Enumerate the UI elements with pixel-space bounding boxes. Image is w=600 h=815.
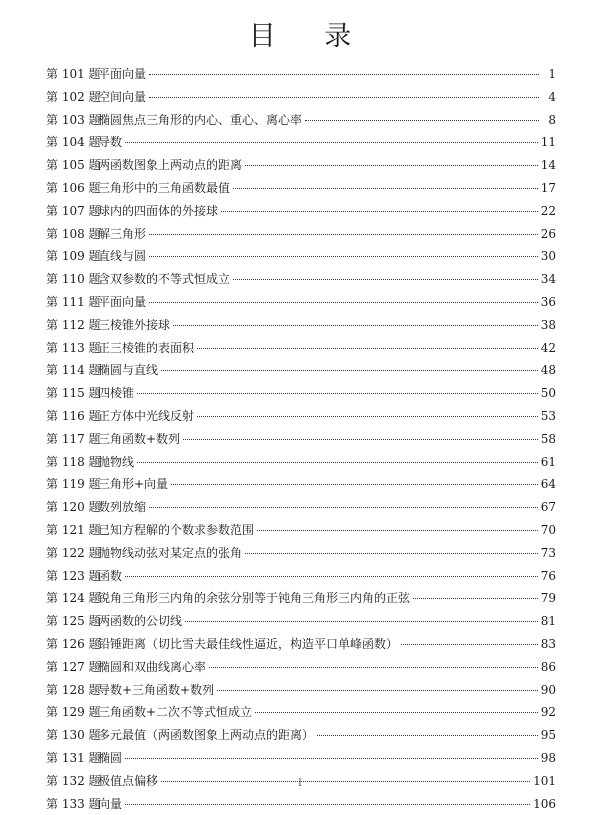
- toc-entry-title: 三角函数+数列: [98, 428, 180, 451]
- toc-entry: [46, 109, 556, 132]
- toc-dot-leader: [125, 142, 538, 143]
- toc-entry-title: 已知方程解的个数求参数范围: [98, 519, 254, 542]
- toc-entry-number: 第 132 题: [46, 770, 98, 793]
- toc-entry: [46, 314, 556, 337]
- toc-entry-number: 第 105 题: [46, 154, 98, 177]
- toc-dot-leader: [149, 507, 538, 508]
- toc-entry: [46, 793, 556, 815]
- toc-entry-title: 函数: [98, 565, 122, 588]
- toc-dot-leader: [137, 393, 538, 394]
- toc-entry-title: 椭圆焦点三角形的内心、重心、离心率: [98, 109, 302, 132]
- toc-entry-number: 第 102 题: [46, 86, 98, 109]
- toc-entry-number: 第 112 题: [46, 314, 98, 337]
- toc-entry: [46, 542, 556, 565]
- toc-entry-number: 第 120 题: [46, 496, 98, 519]
- toc-entry-title: 椭圆和双曲线离心率: [98, 656, 206, 679]
- toc-entry-page: 64: [541, 473, 556, 496]
- toc-dot-leader: [245, 553, 538, 554]
- toc-entry-title: 数列放缩: [98, 496, 146, 519]
- toc-entry-page: 38: [541, 314, 556, 337]
- toc-entry: [46, 565, 556, 588]
- toc-dot-leader: [149, 256, 538, 257]
- toc-entry-title: 导数: [98, 131, 122, 154]
- toc-entry-number: 第 126 题: [46, 633, 98, 656]
- toc-entry: [46, 451, 556, 474]
- toc-entry-page: 8: [542, 109, 556, 132]
- toc-dot-leader: [149, 97, 539, 98]
- toc-dot-leader: [233, 279, 538, 280]
- toc-entry-number: 第 121 题: [46, 519, 98, 542]
- toc-entry-page: 11: [541, 131, 556, 154]
- toc-entry-title: 两函数的公切线: [98, 610, 182, 633]
- toc-entry: [46, 359, 556, 382]
- toc-entry-number: 第 119 题: [46, 473, 98, 496]
- toc-entry-page: 53: [541, 405, 556, 428]
- toc-entry-number: 第 114 题: [46, 359, 98, 382]
- toc-entry-page: 86: [541, 656, 556, 679]
- toc-entry-page: 73: [541, 542, 556, 565]
- toc-dot-leader: [161, 370, 538, 371]
- toc-entry-page: 22: [541, 200, 556, 223]
- toc-entry-page: 17: [541, 177, 556, 200]
- toc-entry-number: 第 130 题: [46, 724, 98, 747]
- toc-dot-leader: [245, 165, 538, 166]
- toc-entry: [46, 291, 556, 314]
- toc-entry: [46, 245, 556, 268]
- toc-dot-leader: [209, 667, 538, 668]
- toc-entry: [46, 724, 556, 747]
- toc-entry-page: 67: [541, 496, 556, 519]
- toc-entry-title: 抛物线: [98, 451, 134, 474]
- toc-dot-leader: [171, 484, 538, 485]
- toc-entry-title: 极值点偏移: [98, 770, 158, 793]
- toc-entry-number: 第 117 题: [46, 428, 98, 451]
- toc-entry-page: 92: [541, 701, 556, 724]
- toc-entry-title: 含双参数的不等式恒成立: [98, 268, 230, 291]
- toc-entry: [46, 428, 556, 451]
- toc-entry: [46, 200, 556, 223]
- toc-entry-number: 第 128 题: [46, 679, 98, 702]
- toc-entry-title: 两函数图象上两动点的距离: [98, 154, 242, 177]
- toc-entry-number: 第 116 题: [46, 405, 98, 428]
- toc-entry: [46, 701, 556, 724]
- toc-dot-leader: [413, 598, 538, 599]
- toc-entry-number: 第 133 题: [46, 793, 98, 815]
- toc-dot-leader: [149, 234, 538, 235]
- toc-entry: [46, 337, 556, 360]
- toc-dot-leader: [217, 690, 538, 691]
- toc-entry-number: 第 106 题: [46, 177, 98, 200]
- toc-dot-leader: [125, 804, 530, 805]
- toc-entry-number: 第 122 题: [46, 542, 98, 565]
- toc-entry-title: 三角形+向量: [98, 473, 168, 496]
- toc-entry-page: 58: [541, 428, 556, 451]
- toc-entry-page: 34: [541, 268, 556, 291]
- toc-dot-leader: [149, 302, 538, 303]
- toc-entry-number: 第 131 题: [46, 747, 98, 770]
- toc-entry: [46, 223, 556, 246]
- toc-entry-title: 三角函数+二次不等式恒成立: [98, 701, 252, 724]
- toc-entry: [46, 610, 556, 633]
- page-title: 目 录: [0, 14, 600, 53]
- toc-entry-title: 椭圆: [98, 747, 122, 770]
- page-number: I: [0, 778, 600, 789]
- toc-entry: [46, 633, 556, 656]
- toc-entry-number: 第 125 题: [46, 610, 98, 633]
- toc-entry-number: 第 124 题: [46, 587, 98, 610]
- toc-entry-title: 解三角形: [98, 223, 146, 246]
- toc-entry-page: 14: [541, 154, 556, 177]
- toc-entry: [46, 747, 556, 770]
- toc-entry-number: 第 129 题: [46, 701, 98, 724]
- toc-entry-number: 第 103 题: [46, 109, 98, 132]
- toc-entry-page: 79: [541, 587, 556, 610]
- toc-entry-page: 1: [542, 63, 556, 86]
- toc-entry-page: 30: [541, 245, 556, 268]
- toc-entry-title: 向量: [98, 793, 122, 815]
- toc-entry-page: 90: [541, 679, 556, 702]
- toc-entry: [46, 154, 556, 177]
- toc-entry-title: 椭圆与直线: [98, 359, 158, 382]
- toc-entry: [46, 177, 556, 200]
- toc-entry-title: 平面向量: [98, 63, 146, 86]
- toc-entry: [46, 679, 556, 702]
- toc-entry: [46, 519, 556, 542]
- toc-dot-leader: [197, 416, 538, 417]
- toc-dot-leader: [183, 439, 538, 440]
- toc-entry-page: 106: [533, 793, 556, 815]
- toc-entry-number: 第 118 题: [46, 451, 98, 474]
- toc-dot-leader: [233, 188, 538, 189]
- toc-entry: [46, 496, 556, 519]
- toc-entry-title: 空间向量: [98, 86, 146, 109]
- toc-dot-leader: [317, 735, 538, 736]
- toc-dot-leader: [125, 576, 538, 577]
- toc-entry-page: 42: [541, 337, 556, 360]
- toc-entry-page: 50: [541, 382, 556, 405]
- toc-entry-title: 锐角三角形三内角的余弦分别等于钝角三角形三内角的正弦: [98, 587, 410, 610]
- toc-entry-number: 第 113 题: [46, 337, 98, 360]
- toc-dot-leader: [305, 120, 539, 121]
- toc-entry-number: 第 123 题: [46, 565, 98, 588]
- toc-entry-number: 第 111 题: [46, 291, 98, 314]
- toc-entry-title: 多元最值（两函数图象上两动点的距离）: [98, 724, 314, 747]
- toc-entry-page: 98: [541, 747, 556, 770]
- toc-entry-title: 直线与圆: [98, 245, 146, 268]
- toc-entry-title: 三角形中的三角函数最值: [98, 177, 230, 200]
- toc-entry-title: 平面向量: [98, 291, 146, 314]
- toc-entry-page: 70: [541, 519, 556, 542]
- toc-dot-leader: [401, 644, 538, 645]
- toc-entry: [46, 473, 556, 496]
- toc-dot-leader: [221, 211, 538, 212]
- toc-entry: [46, 131, 556, 154]
- toc-entry-number: 第 101 题: [46, 63, 98, 86]
- toc-entry-number: 第 115 题: [46, 382, 98, 405]
- toc-entry-title: 铅锤距离（切比雪夫最佳线性逼近，构造平口单峰函数）: [98, 633, 398, 656]
- toc-dot-leader: [185, 621, 538, 622]
- toc-entry: [46, 382, 556, 405]
- toc-entry-page: 36: [541, 291, 556, 314]
- toc-entry-page: 83: [541, 633, 556, 656]
- toc-entry-title: 抛物线动弦对某定点的张角: [98, 542, 242, 565]
- toc-entry-title: 正方体中光线反射: [98, 405, 194, 428]
- toc-entry-number: 第 110 题: [46, 268, 98, 291]
- toc-entry-page: 81: [541, 610, 556, 633]
- toc-entry: [46, 587, 556, 610]
- toc-entry-number: 第 109 题: [46, 245, 98, 268]
- toc-entry-title: 四棱锥: [98, 382, 134, 405]
- toc-entry-title: 正三棱锥的表面积: [98, 337, 194, 360]
- toc-entry-number: 第 127 题: [46, 656, 98, 679]
- toc-entry-page: 26: [541, 223, 556, 246]
- toc-entry: [46, 405, 556, 428]
- toc-entry: [46, 63, 556, 86]
- toc-dot-leader: [255, 712, 538, 713]
- toc-entry-number: 第 107 题: [46, 200, 98, 223]
- toc-dot-leader: [149, 74, 539, 75]
- toc-entry-page: 95: [541, 724, 556, 747]
- toc-dot-leader: [137, 462, 538, 463]
- toc-entry-page: 4: [542, 86, 556, 109]
- toc-entry: [46, 268, 556, 291]
- toc-dot-leader: [173, 325, 538, 326]
- table-of-contents: [46, 63, 556, 815]
- toc-entry-title: 导数+三角函数+数列: [98, 679, 214, 702]
- toc-entry-page: 61: [541, 451, 556, 474]
- toc-dot-leader: [257, 530, 538, 531]
- toc-entry-page: 76: [541, 565, 556, 588]
- toc-entry: [46, 656, 556, 679]
- toc-entry-page: 101: [533, 770, 556, 793]
- toc-dot-leader: [197, 348, 538, 349]
- toc-entry-page: 48: [541, 359, 556, 382]
- toc-entry-title: 球内的四面体的外接球: [98, 200, 218, 223]
- toc-dot-leader: [125, 758, 538, 759]
- toc-entry: [46, 86, 556, 109]
- toc-entry-number: 第 104 题: [46, 131, 98, 154]
- toc-entry-title: 三棱锥外接球: [98, 314, 170, 337]
- toc-entry-number: 第 108 题: [46, 223, 98, 246]
